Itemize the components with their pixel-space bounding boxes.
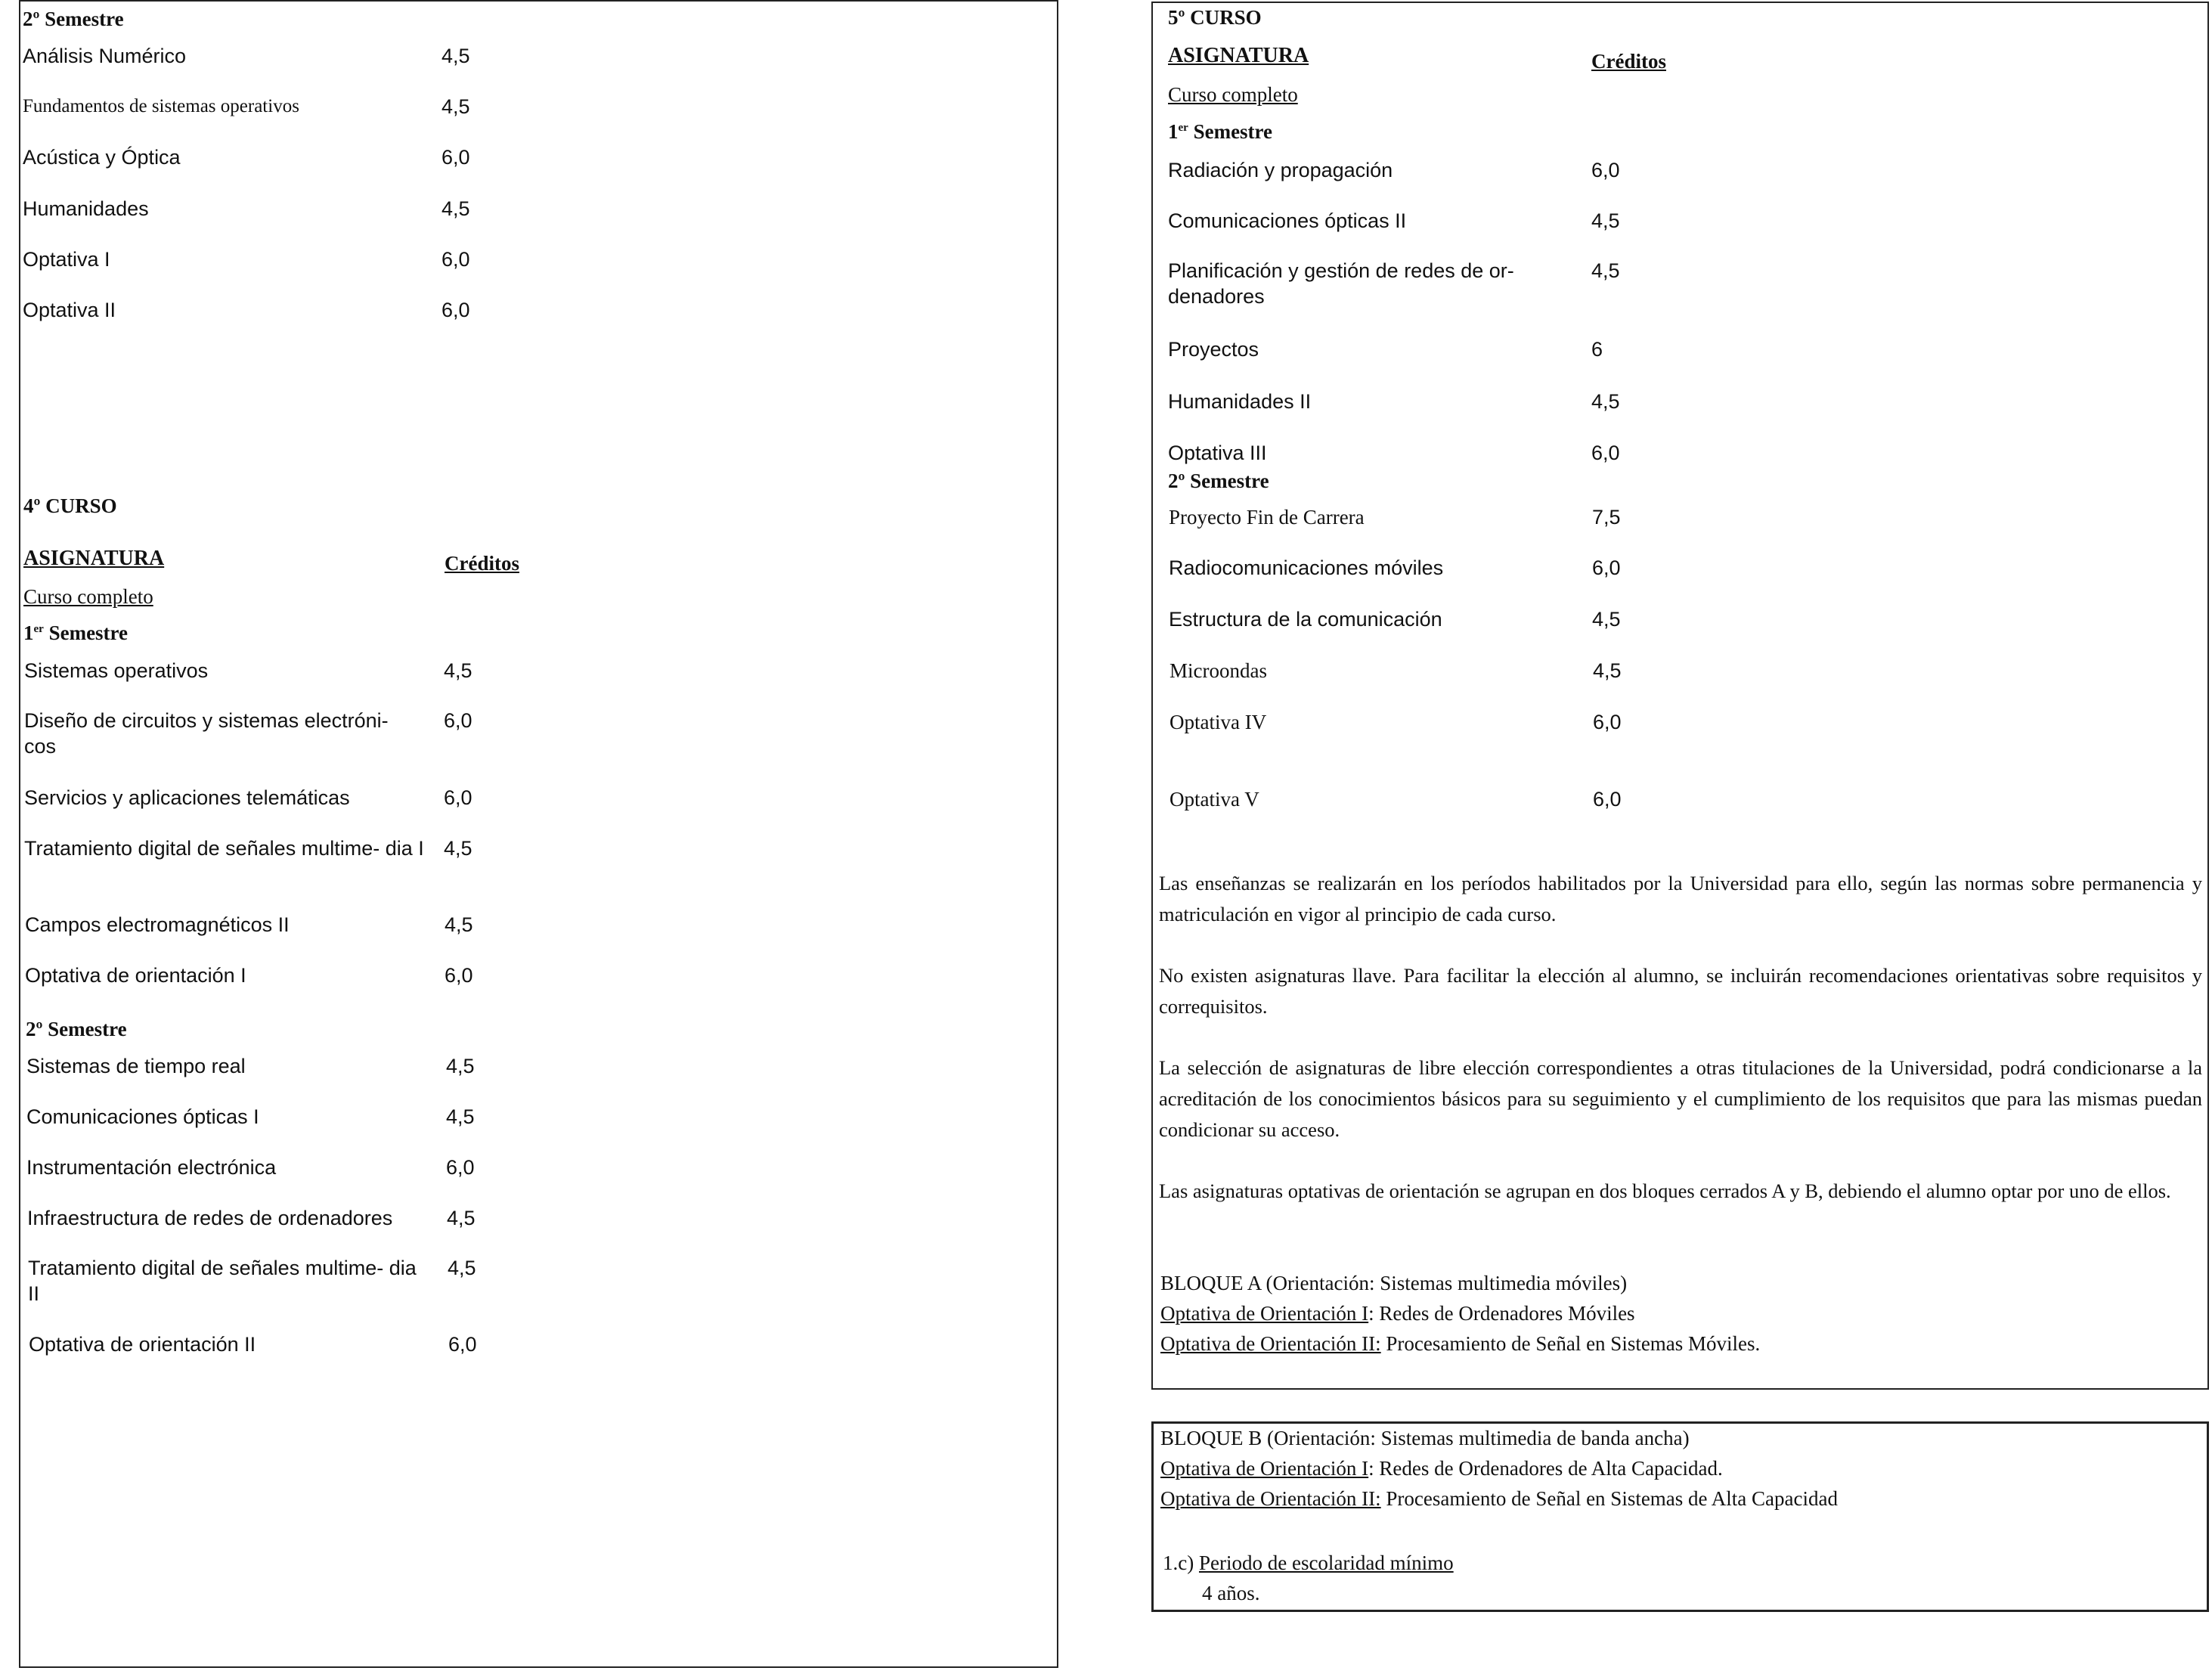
subject-name: Optativa de orientación II [29,1333,256,1356]
curso4-curso-completo: Curso completo [23,585,153,608]
subject-credits: 6,0 [1591,159,1620,181]
curso5-sem1-heading [1168,119,1272,144]
curso5-sem2-heading: 2º Semestre [1168,470,1269,492]
subject-name: Optativa II [23,299,116,321]
sem1-word: Semestre [48,622,129,644]
subject-credits: 6,0 [1591,442,1620,464]
bloque-a-optativa-2 [1160,1331,1760,1356]
subject-credits: 6,0 [1593,711,1622,733]
subject-name: Tratamiento digital de señales multime- dia II [28,1257,417,1305]
optativa-label: Optativa de Orientación II: [1160,1332,1381,1355]
subject-credits: 4,5 [447,1207,476,1229]
subject-credits: 4,5 [446,1105,475,1128]
curso4-creditos-header: Créditos [445,552,519,575]
subject-credits: 6,0 [441,299,470,321]
sem1-num: 1 [23,622,34,644]
optativa-label: Optativa de Orientación I [1160,1302,1369,1325]
subject-credits: 4,5 [441,45,470,67]
subject-name: Optativa V [1170,788,1259,811]
subject-credits: 4,5 [445,913,473,936]
subject-name: Optativa III [1168,442,1267,464]
subject-name: Sistemas operativos [24,659,209,682]
subject-name: Proyecto Fin de Carrera [1169,506,1365,529]
subject-credits: 6 [1591,338,1603,361]
curso5-title: 5º CURSO [1168,6,1262,29]
subject-name: Planificación y gestión de redes de or- denadores [1168,259,1514,308]
subject-name: Sistemas de tiempo real [26,1055,246,1077]
curso5-asignatura-header: ASIGNATURA [1168,44,1309,67]
subject-name: Campos electromagnéticos II [25,913,290,936]
paragraph-asignaturas-llave: No existen asignaturas llave. Para facilitar la elección al alumno, se incluirán recomendaciones orientativas sobre requisitos y correquisitos. [1159,964,2202,1018]
subject-credits: 6,0 [441,146,470,169]
curso4-asignatura-header: ASIGNATURA [23,547,165,570]
bloque-b-optativa-2 [1160,1486,1838,1511]
subject-credits: 4,5 [448,1257,476,1279]
subject-name: Optativa de orientación I [25,964,246,987]
subject-name: Radiación y propagación [1168,159,1393,181]
optativa-text: Procesamiento de Señal en Sistemas Móviles. [1380,1332,1761,1355]
periodo-prefix: 1.c) [1163,1551,1199,1574]
curso4-sem1-heading [23,620,128,646]
subject-name: Comunicaciones ópticas II [1168,209,1407,232]
subject-name: Microondas [1170,659,1267,682]
periodo-escolaridad [1163,1550,1454,1576]
subject-credits: 4,5 [444,837,472,860]
subject-name: Servicios y aplicaciones telemáticas [24,786,350,809]
subject-name: Fundamentos de sistemas operativos [23,96,299,116]
subject-name: Tratamiento digital de señales multime- dia I [24,837,424,860]
bloque-b-title: BLOQUE B (Orientación: Sistemas multimedia de banda ancha) [1160,1427,1690,1449]
left-sem2-heading: 2º Semestre [23,8,124,30]
subject-credits: 4,5 [1593,659,1622,682]
subject-credits: 4,5 [444,659,472,682]
paragraph-optativas-orientacion: Las asignaturas optativas de orientación se agrupan en dos bloques cerrados A y B, debiendo el alumno optar por uno de ellos. [1159,1179,2171,1202]
bloque-b-optativa-1 [1160,1455,1723,1481]
subject-name: Comunicaciones ópticas I [26,1105,259,1128]
curso4-title: 4º CURSO [23,494,117,517]
curso4-sem2-heading: 2º Semestre [26,1018,127,1040]
optativa-label: Optativa de Orientación II: [1160,1487,1381,1510]
subject-credits: 6,0 [444,709,472,732]
curso5-creditos-header: Créditos [1591,50,1666,73]
subject-credits: 7,5 [1592,506,1621,529]
optativa-label: Optativa de Orientación I [1160,1457,1369,1480]
optativa-text: : Redes de Ordenadores de Alta Capacidad. [1368,1457,1723,1480]
subject-credits: 4,5 [1592,608,1621,631]
subject-credits: 6,0 [441,248,470,271]
paragraph-ensenanzas: Las enseñanzas se realizarán en los períodos habilitados por la Universidad para ello, según las normas sobre permanencia y matriculación en vigor al principio de cada curso. [1159,872,2202,925]
sem1-word: Semestre [1193,120,1273,143]
subject-credits: 6,0 [1593,788,1622,811]
sem1-num: 1 [1168,120,1179,143]
optativa-text: : Redes de Ordenadores Móviles [1368,1302,1635,1325]
subject-credits: 4,5 [1591,209,1620,232]
paragraph-libre-eleccion: La selección de asignaturas de libre elección correspondientes a otras titulaciones de la Universidad, podrá condicionarse a la acreditación de los conocimientos básicos para su seguimiento y el cumplimiento de los requisitos que para las mismas puedan condicionar su acceso. [1159,1056,2202,1141]
periodo-value: 4 años. [1202,1582,1260,1604]
subject-name: Proyectos [1168,338,1259,361]
subject-name: Radiocomunicaciones móviles [1169,556,1444,579]
subject-name: Humanidades II [1168,390,1312,413]
left-page-frame [19,0,1058,1668]
subject-credits: 4,5 [446,1055,475,1077]
subject-credits: 4,5 [1591,259,1620,282]
subject-credits: 6,0 [446,1156,475,1179]
subject-name: Acústica y Óptica [23,146,181,169]
sem1-sup: er [1178,122,1188,134]
subject-credits: 4,5 [1591,390,1620,413]
subject-credits: 6,0 [445,964,473,987]
optativa-text: Procesamiento de Señal en Sistemas de Alta Capacidad [1380,1487,1838,1510]
subject-name: Instrumentación electrónica [26,1156,277,1179]
sem1-sup: er [33,623,44,635]
subject-credits: 6,0 [444,786,472,809]
subject-name: Estructura de la comunicación [1169,608,1442,631]
periodo-label: Periodo de escolaridad mínimo [1198,1551,1454,1574]
subject-name: Infraestructura de redes de ordenadores [27,1207,393,1229]
subject-name: Optativa I [23,248,110,271]
subject-name: Humanidades [23,197,149,220]
bloque-a-optativa-1 [1160,1300,1635,1326]
bloque-a-title: BLOQUE A (Orientación: Sistemas multimedia móviles) [1160,1272,1628,1294]
subject-name: Optativa IV [1170,711,1267,733]
subject-credits: 4,5 [441,197,470,220]
subject-name: Análisis Numérico [23,45,187,67]
subject-name: Diseño de circuitos y sistemas electróni- cos [24,709,389,758]
subject-credits: 4,5 [441,95,470,118]
subject-credits: 6,0 [1592,556,1621,579]
curso5-curso-completo: Curso completo [1168,83,1298,106]
subject-credits: 6,0 [448,1333,477,1356]
